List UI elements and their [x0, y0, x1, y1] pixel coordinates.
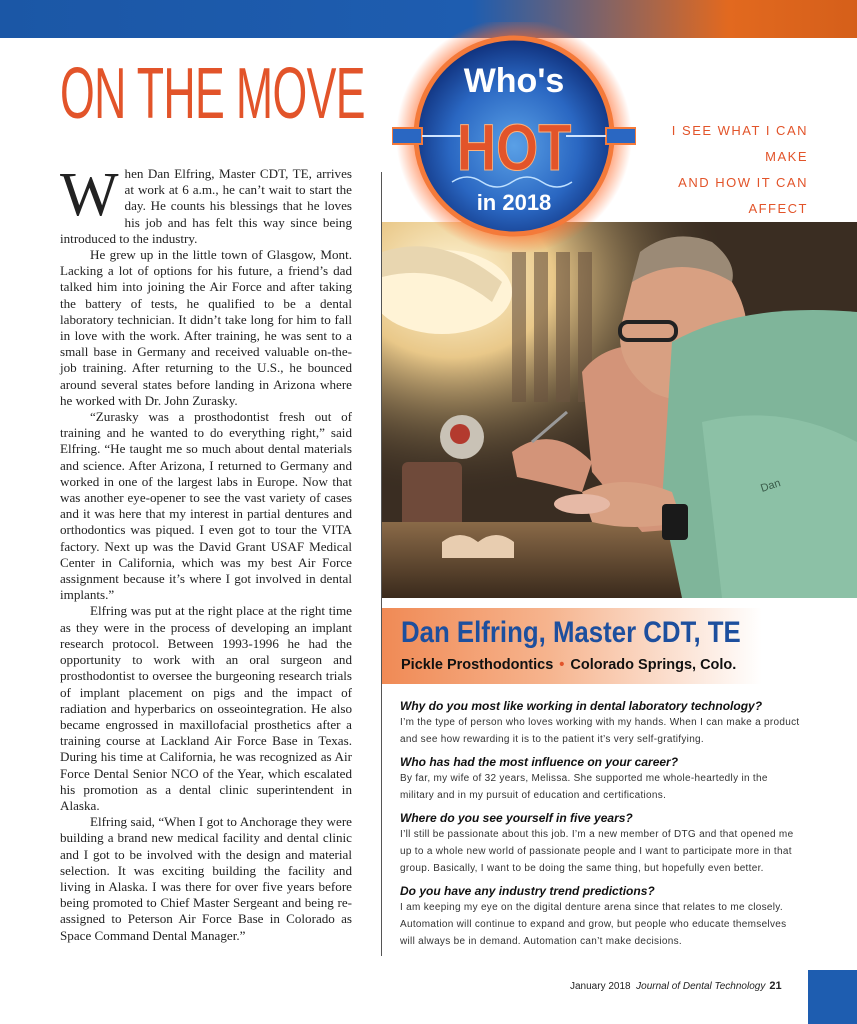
footer-date: January 2018 [570, 981, 631, 992]
page-number: 21 [769, 980, 782, 992]
profile-company: Pickle Prosthodontics [401, 657, 554, 673]
qa-question: Where do you see yourself in five years? [400, 811, 633, 825]
badge-line-hot: HOT [457, 109, 572, 185]
article-paragraph: He grew up in the little town of Glasgow, Mont. Lacking a lot of options for his future, a friend’s dad talked him into joining the Air Force and after taking the battery of tests, he qualified to be a dental laboratory technician. It didn’t take long for him to fall in love with the work. After training, he was sent to a small base in Germany and received valuable on-the-job training. After returning to the U.S., he bounced around several states before landing in Arizona where he worked with Dr. John Zurasky. [60, 247, 352, 408]
qa-answer: By far, my wife of 32 years, Melissa. She supported me whole-heartedly in the military and in my pursuit of education and certifications. [400, 773, 768, 801]
qa-answer: I’ll still be passionate about this job. I’m a new member of DTG and that opened me up to a whole new world of passionate people and I want to participate more in that group. Basically, I want to be doing the same thing, but hopefully even better. [400, 829, 794, 874]
badge-line-year: in 2018 [476, 190, 552, 215]
qa-answer: I am keeping my eye on the digital denture arena since that relates to me closely. Automation will continue to expand and grow, but people who educate themselves will always be in demand. Automation can’t make decisions. [400, 902, 787, 947]
bullet-separator: • [559, 657, 565, 673]
profile-affiliation [401, 657, 736, 673]
qa-section [400, 692, 800, 950]
badge-emblem [392, 22, 636, 254]
badge-line-whos: Who's [463, 62, 565, 100]
qa-answer: I’m the type of person who loves working with my hands. When I can make a product and see how rewarding it is to the patient it’s very self-gratifying. [400, 717, 800, 745]
article-paragraph: Elfring was put at the right place at the right time as they were in the process of developing an implant research protocol. Between 1993-1996 he had the opportunity to work with an oral surgeon and prosthodontist to oversee the burgeoning research trials of implant placement on pigs and the impact of radiation and hyperbarics on osseointegration. He also became engrossed in maxillofacial prosthetics after a training course at Lackland Air Force Base in Texas. During his time at California, he was recognized as Air Force Dental Senior NCO of the Year, which escalated his promotion as a dental clinic superintendent in Alaska. [60, 603, 352, 813]
footer-journal: Journal of Dental Technology [636, 981, 766, 992]
profile-name: Dan Elfring, Master CDT, TE [401, 616, 741, 649]
whos-hot-badge [392, 22, 636, 254]
qa-question: Do you have any industry trend predictions? [400, 884, 655, 898]
section-title: ON THE MOVE [60, 54, 365, 134]
article-body [60, 161, 352, 944]
article-paragraph: Elfring said, “When I got to Anchorage they were building a brand new medical facility and dental clinic and I got to be involved with the design and material selection. It was exciting building the facility and living in Alaska. I was there for over five years before being promoted to Chief Master Sergeant and being re-assigned to Peterson Air Force Base in Colorado as Space Command Dental Manager.” [60, 814, 352, 943]
lab-photo-illustration [382, 222, 857, 598]
article-paragraph: When Dan Elfring, Master CDT, TE, arrives at work at 6 a.m., he can’t wait to start the day. He counts his blessings that he loves his job and has felt this way since being introduced to the industry. [60, 161, 352, 246]
qa-question: Who has had the most influence on your career? [400, 755, 679, 769]
drop-cap: W [60, 161, 119, 229]
profile-photo [382, 222, 857, 598]
pull-quote-line: I SEE WHAT I CAN MAKE [671, 123, 808, 164]
qa-question: Why do you most like working in dental laboratory technology? [400, 699, 763, 713]
profile-location: Colorado Springs, Colo. [570, 657, 737, 673]
coat-name-label: Dan [759, 477, 783, 495]
corner-color-block [808, 970, 857, 1024]
pull-quote-line: AND HOW IT CAN AFFECT [678, 175, 808, 216]
article-paragraph: “Zurasky was a prosthodontist fresh out of training and he wanted to do everything right,” said Elfring. “He taught me so much about dental materials and science. After Arizona, I returned to Germany and worked in one of the largest labs in Europe. Now that was another eye-opener to see the vast variety of cases and it was here that my interest in partial dentures and orthodontics was piqued. I even got to tour the VITA factory. Next up was the David Grant USAF Medical Center in California, which was my best Air Force assignment because it’s where I got involved in dental implants.” [60, 409, 352, 603]
page-footer [570, 980, 782, 992]
